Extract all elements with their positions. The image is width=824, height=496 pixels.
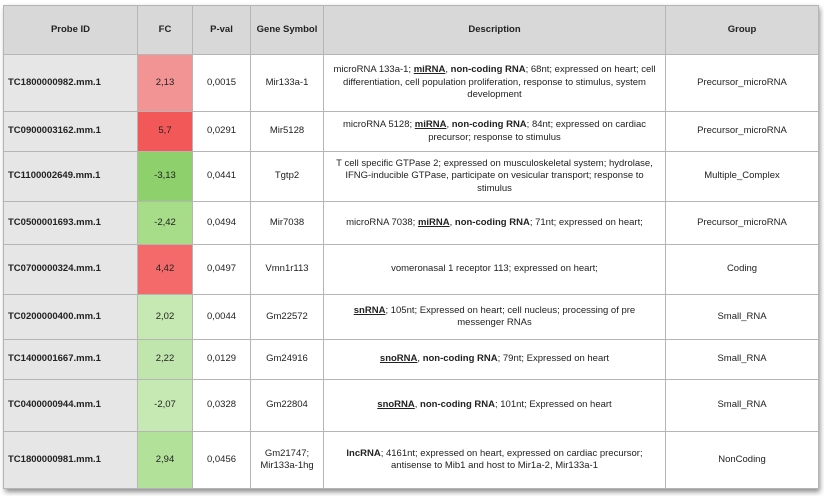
- description-segment: T cell specific GTPase 2; expressed on musculoskeletal system; hydrolase, IFNG-inducible GTPase, participate on vesicular transport; response to stimulus: [336, 157, 653, 194]
- header-fc: FC: [138, 6, 193, 55]
- fold-change-cell: 2,94: [138, 432, 193, 489]
- header-row: [4, 6, 819, 55]
- description-cell: [324, 295, 666, 340]
- gene-symbol-text-2: Mir133a-1hg: [260, 460, 314, 471]
- fold-change-cell: -3,13: [138, 152, 193, 202]
- group-cell: Precursor_microRNA: [666, 112, 819, 152]
- probe-id-cell: TC1800000982.mm.1: [4, 55, 138, 112]
- description-cell: [324, 245, 666, 295]
- description-segment: vomeronasal 1 receptor 113; expressed on heart;: [391, 263, 598, 275]
- fold-change-cell: 2,13: [138, 55, 193, 112]
- pval-cell: 0,0494: [193, 202, 251, 245]
- gene-symbol-text: Mir133a-1: [265, 76, 309, 88]
- pval-cell: 0,0291: [193, 112, 251, 152]
- description-segment: ; 84nt; expressed on cardiac precursor; response to stimulus: [428, 119, 647, 143]
- probe-id-cell: TC0400000944.mm.1: [4, 380, 138, 432]
- pval-cell: 0,0497: [193, 245, 251, 295]
- description-segment: non-coding RNA: [420, 399, 495, 411]
- table-row: [4, 152, 819, 202]
- description-segment: ; 79nt; Expressed on heart: [497, 353, 610, 365]
- fold-change-cell: 5,7: [138, 112, 193, 152]
- gene-symbol-cell: [251, 112, 324, 152]
- probe-id-cell: TC0700000324.mm.1: [4, 245, 138, 295]
- description-segment: non-coding RNA: [454, 216, 530, 228]
- description-segment: ; 101nt; Expressed on heart: [494, 399, 612, 411]
- description-segment: ; 71nt; expressed on heart;: [529, 216, 643, 228]
- table-row: [4, 340, 819, 380]
- table-row: [4, 245, 819, 295]
- gene-symbol-cell: [251, 202, 324, 245]
- description-segment: snRNA: [353, 304, 386, 316]
- description-segment: ,: [446, 119, 452, 130]
- table-row: [4, 55, 819, 112]
- description-segment: miRNA: [413, 64, 446, 76]
- probe-id-cell: TC1100002649.mm.1: [4, 152, 138, 202]
- table-row: [4, 202, 819, 245]
- gene-symbol-text: Tgtp2: [274, 170, 300, 182]
- pval-cell: 0,0015: [193, 55, 251, 112]
- description-segment: ,: [449, 216, 455, 228]
- description-segment: snoRNA: [379, 353, 418, 365]
- gene-symbol-cell: [251, 340, 324, 380]
- description-segment: ; 4161nt; expressed on heart, expressed on cardiac precursor; antisense to Mib1 and host to Mir1a-2, Mir133a-1: [380, 447, 643, 471]
- pval-cell: 0,0441: [193, 152, 251, 202]
- gene-symbol-text: Mir7038: [269, 216, 305, 228]
- probe-id-cell: TC1400001667.mm.1: [4, 340, 138, 380]
- description-segment: ; 68nt; expressed on heart; cell differentiation, cell population proliferation, response to stimulus, system development: [343, 64, 656, 101]
- gene-symbol-cell: [251, 380, 324, 432]
- header-description: Description: [324, 6, 666, 55]
- description-cell: [324, 380, 666, 432]
- gene-symbol-text: Gm21747;: [264, 447, 310, 459]
- description-cell: [324, 202, 666, 245]
- table-frame: [3, 5, 818, 489]
- description-segment: microRNA 7038;: [346, 216, 418, 228]
- pval-cell: 0,0044: [193, 295, 251, 340]
- description-cell: [324, 340, 666, 380]
- header-group: Group: [666, 6, 819, 55]
- description-segment: ,: [417, 353, 423, 365]
- fold-change-cell: -2,07: [138, 380, 193, 432]
- gene-expression-table: [3, 5, 819, 489]
- probe-id-cell: TC0900003162.mm.1: [4, 112, 138, 152]
- description-segment: microRNA 5128;: [342, 119, 415, 130]
- probe-id-cell: TC1800000981.mm.1: [4, 432, 138, 489]
- group-cell: Small_RNA: [666, 295, 819, 340]
- fold-change-cell: 2,02: [138, 295, 193, 340]
- gene-symbol-text: Mir5128: [269, 125, 305, 137]
- description-segment: microRNA 133a-1;: [333, 64, 414, 76]
- gene-symbol-text: Vmn1r113: [265, 263, 309, 275]
- description-segment: miRNA: [414, 119, 447, 130]
- group-cell: Multiple_Complex: [666, 152, 819, 202]
- table-body: [4, 55, 819, 489]
- description-segment: lncRNA: [346, 447, 381, 459]
- group-cell: Coding: [666, 245, 819, 295]
- gene-symbol-cell: [251, 245, 324, 295]
- header-probe-id: Probe ID: [4, 6, 138, 55]
- fold-change-cell: 2,22: [138, 340, 193, 380]
- pval-cell: 0,0456: [193, 432, 251, 489]
- pval-cell: 0,0129: [193, 340, 251, 380]
- gene-symbol-cell: [251, 152, 324, 202]
- gene-symbol-cell: [251, 55, 324, 112]
- gene-symbol-cell: [251, 432, 324, 489]
- probe-id-cell: TC0200000400.mm.1: [4, 295, 138, 340]
- description-segment: non-coding RNA: [422, 353, 498, 365]
- header-gene-symbol: Gene Symbol: [251, 6, 324, 55]
- description-segment: non-coding RNA: [450, 64, 526, 76]
- probe-id-cell: TC0500001693.mm.1: [4, 202, 138, 245]
- group-cell: Small_RNA: [666, 340, 819, 380]
- fold-change-cell: 4,42: [138, 245, 193, 295]
- gene-symbol-text: Gm22572: [266, 310, 308, 322]
- table-row: [4, 295, 819, 340]
- description-cell: [324, 432, 666, 489]
- description-cell: [324, 55, 666, 112]
- pval-cell: 0,0328: [193, 380, 251, 432]
- description-segment: non-coding RNA: [451, 119, 527, 130]
- gene-symbol-cell: [251, 295, 324, 340]
- fold-change-cell: -2,42: [138, 202, 193, 245]
- gene-symbol-text: Gm22804: [266, 399, 308, 411]
- description-cell: [324, 112, 666, 152]
- group-cell: NonCoding: [666, 432, 819, 489]
- header-pval: P-val: [193, 6, 251, 55]
- description-segment: ,: [414, 399, 421, 411]
- description-segment: ,: [445, 64, 451, 76]
- group-cell: Precursor_microRNA: [666, 55, 819, 112]
- group-cell: Precursor_microRNA: [666, 202, 819, 245]
- description-segment: snoRNA: [377, 399, 415, 411]
- description-segment: ; 105nt; Expressed on heart; cell nucleus; processing of pre messenger RNAs: [385, 304, 636, 328]
- gene-symbol-text: Gm24916: [266, 353, 308, 365]
- table-row: [4, 432, 819, 489]
- group-cell: Small_RNA: [666, 380, 819, 432]
- description-segment: miRNA: [417, 216, 450, 228]
- description-cell: [324, 152, 666, 202]
- table-row: [4, 380, 819, 432]
- table-row: [4, 112, 819, 152]
